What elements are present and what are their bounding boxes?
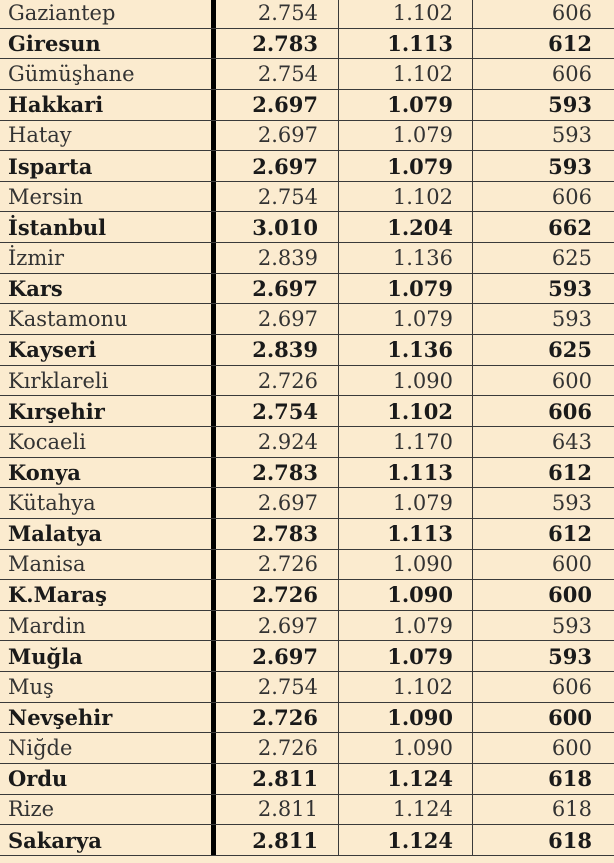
value-2-cell (338, 151, 472, 181)
value-3: 612 (548, 459, 592, 485)
value-3-cell (472, 151, 614, 181)
province-name: Kastamonu (8, 307, 128, 332)
value-1: 2.697 (257, 123, 318, 148)
province-name: Kırklareli (8, 368, 109, 393)
value-2-cell (338, 488, 472, 518)
value-2-cell (338, 366, 472, 396)
value-2-cell (338, 795, 472, 825)
table-row (0, 519, 614, 550)
value-1: 2.726 (252, 582, 318, 608)
table-row (0, 611, 614, 642)
province-name: Kocaeli (8, 429, 86, 454)
value-3: 593 (548, 643, 592, 669)
value-1-cell (211, 121, 338, 151)
value-1: 2.924 (257, 429, 318, 454)
value-1-cell (211, 641, 338, 671)
province-name-cell (0, 797, 211, 821)
value-1-cell (211, 825, 338, 855)
province-name-cell (0, 430, 211, 454)
table-row (0, 212, 614, 243)
value-2-cell (338, 641, 472, 671)
table-row (0, 795, 614, 826)
value-1: 2.697 (257, 613, 318, 638)
value-3-cell (472, 733, 614, 763)
value-3: 606 (551, 0, 592, 25)
value-1-cell (211, 611, 338, 641)
value-1-cell (211, 396, 338, 426)
province-name-cell (0, 675, 211, 699)
value-1-cell (211, 29, 338, 59)
province-name: Kırşehir (8, 398, 105, 424)
table-row (0, 488, 614, 519)
value-1-cell (211, 703, 338, 733)
value-2-cell (338, 304, 472, 334)
table-row (0, 366, 614, 397)
table-row (0, 427, 614, 458)
province-name: Muğla (8, 643, 83, 669)
province-name-cell (0, 307, 211, 331)
value-3: 600 (551, 736, 592, 761)
value-1: 2.811 (252, 827, 318, 853)
province-name-cell (0, 92, 211, 117)
value-3: 593 (551, 123, 592, 148)
province-name: Niğde (8, 736, 73, 761)
table-row (0, 672, 614, 703)
value-1: 2.783 (252, 459, 318, 485)
value-2-cell (338, 458, 472, 488)
value-1-cell (211, 458, 338, 488)
value-2-cell (338, 335, 472, 365)
value-1: 2.811 (252, 766, 318, 792)
value-3: 600 (551, 368, 592, 393)
value-3: 625 (548, 337, 592, 363)
table-row (0, 90, 614, 121)
value-1-cell (211, 90, 338, 120)
value-1: 3.010 (252, 214, 318, 240)
value-2-cell (338, 121, 472, 151)
province-name: Kayseri (8, 337, 97, 363)
province-name-cell (0, 399, 211, 424)
value-2-cell (338, 611, 472, 641)
value-3-cell (472, 90, 614, 120)
value-2-cell (338, 243, 472, 273)
value-3-cell (472, 550, 614, 580)
province-name-cell (0, 369, 211, 393)
value-2: 1.124 (387, 766, 453, 792)
value-3: 625 (551, 245, 592, 270)
value-3-cell (472, 212, 614, 242)
value-2: 1.079 (392, 123, 453, 148)
value-1: 2.811 (257, 797, 318, 822)
value-3: 662 (548, 214, 592, 240)
value-3: 618 (548, 766, 592, 792)
value-2: 1.124 (387, 827, 453, 853)
value-3-cell (472, 29, 614, 59)
value-1: 2.726 (252, 705, 318, 731)
value-2-cell (338, 0, 472, 28)
province-name-cell (0, 705, 211, 730)
value-3: 606 (551, 184, 592, 209)
value-2: 1.204 (387, 214, 453, 240)
province-name: Ordu (8, 766, 68, 792)
value-1: 2.783 (252, 521, 318, 547)
table-row (0, 304, 614, 335)
province-name-cell (0, 31, 211, 56)
table-row (0, 121, 614, 152)
value-2-cell (338, 580, 472, 610)
province-name-cell (0, 185, 211, 209)
province-name-cell (0, 736, 211, 760)
value-2: 1.102 (392, 674, 453, 699)
province-name: Gaziantep (8, 0, 116, 25)
value-2-cell (338, 764, 472, 794)
value-3-cell (472, 396, 614, 426)
value-3: 593 (551, 307, 592, 332)
value-3-cell (472, 274, 614, 304)
value-2: 1.113 (387, 30, 453, 56)
province-name: Giresun (8, 30, 101, 56)
value-2: 1.079 (387, 153, 453, 179)
value-3-cell (472, 641, 614, 671)
value-2-cell (338, 672, 472, 702)
table-row (0, 396, 614, 427)
value-3-cell (472, 182, 614, 212)
province-name: Hatay (8, 123, 72, 148)
table-row (0, 733, 614, 764)
value-1: 2.839 (252, 337, 318, 363)
province-name-cell (0, 276, 211, 301)
province-name-cell (0, 246, 211, 270)
value-3: 618 (548, 827, 592, 853)
province-name-cell (0, 215, 211, 240)
value-1-cell (211, 212, 338, 242)
value-1: 2.754 (257, 184, 318, 209)
value-3-cell (472, 519, 614, 549)
value-1: 2.697 (252, 92, 318, 118)
province-name-cell (0, 644, 211, 669)
value-1-cell (211, 366, 338, 396)
value-1-cell (211, 243, 338, 273)
value-1-cell (211, 0, 338, 28)
value-3-cell (472, 458, 614, 488)
province-name: Manisa (8, 552, 86, 577)
value-3: 593 (548, 276, 592, 302)
value-3: 606 (551, 674, 592, 699)
province-name: Konya (8, 459, 81, 485)
table-row (0, 580, 614, 611)
value-2-cell (338, 550, 472, 580)
table-row (0, 335, 614, 366)
value-1: 2.754 (252, 398, 318, 424)
value-1: 2.726 (257, 552, 318, 577)
value-3: 618 (551, 797, 592, 822)
value-3: 606 (548, 398, 592, 424)
province-name-cell (0, 614, 211, 638)
value-1-cell (211, 672, 338, 702)
value-1-cell (211, 304, 338, 334)
value-1-cell (211, 59, 338, 89)
value-3-cell (472, 703, 614, 733)
table-row (0, 274, 614, 305)
value-2-cell (338, 182, 472, 212)
value-3-cell (472, 0, 614, 28)
province-name-cell (0, 154, 211, 179)
value-1-cell (211, 427, 338, 457)
province-name: K.Maraş (8, 582, 107, 608)
value-2: 1.102 (392, 0, 453, 25)
province-name-cell (0, 337, 211, 362)
value-3-cell (472, 243, 614, 273)
value-2-cell (338, 90, 472, 120)
value-1: 2.839 (257, 245, 318, 270)
province-name: İzmir (8, 245, 65, 270)
value-1: 2.697 (252, 153, 318, 179)
value-2: 1.079 (392, 307, 453, 332)
value-2: 1.102 (392, 62, 453, 87)
value-3: 612 (548, 521, 592, 547)
value-3: 593 (551, 613, 592, 638)
province-name-cell (0, 582, 211, 607)
value-2-cell (338, 427, 472, 457)
value-1: 2.697 (257, 307, 318, 332)
value-1-cell (211, 580, 338, 610)
value-1: 2.754 (257, 674, 318, 699)
value-2-cell (338, 733, 472, 763)
value-2-cell (338, 212, 472, 242)
value-1-cell (211, 335, 338, 365)
value-1-cell (211, 488, 338, 518)
province-name-cell (0, 828, 211, 853)
province-name-cell (0, 491, 211, 515)
value-2: 1.090 (387, 705, 453, 731)
province-name-cell (0, 1, 211, 25)
value-3-cell (472, 427, 614, 457)
province-name: İstanbul (8, 214, 107, 240)
table-row (0, 764, 614, 795)
province-name: Gümüşhane (8, 62, 135, 87)
value-2: 1.090 (392, 368, 453, 393)
table-row (0, 641, 614, 672)
value-1-cell (211, 182, 338, 212)
value-2: 1.136 (387, 337, 453, 363)
value-1: 2.754 (257, 62, 318, 87)
value-3-cell (472, 764, 614, 794)
value-2-cell (338, 274, 472, 304)
value-1-cell (211, 550, 338, 580)
value-3-cell (472, 611, 614, 641)
value-2: 1.079 (392, 491, 453, 516)
value-2: 1.170 (392, 429, 453, 454)
value-1: 2.783 (252, 30, 318, 56)
value-1-cell (211, 151, 338, 181)
value-3: 593 (548, 92, 592, 118)
value-2-cell (338, 519, 472, 549)
value-2: 1.090 (392, 552, 453, 577)
table-row (0, 182, 614, 213)
value-3-cell (472, 366, 614, 396)
table-row (0, 458, 614, 489)
table-row (0, 59, 614, 90)
province-name: Muş (8, 674, 54, 699)
province-name-cell (0, 521, 211, 546)
province-name-cell (0, 766, 211, 791)
table-row (0, 550, 614, 581)
province-name: Sakarya (8, 827, 102, 853)
table-row (0, 29, 614, 60)
province-name: Mardin (8, 613, 86, 638)
value-2: 1.090 (387, 582, 453, 608)
province-name-cell (0, 123, 211, 147)
value-2: 1.113 (387, 521, 453, 547)
table-row (0, 243, 614, 274)
value-2: 1.102 (387, 398, 453, 424)
value-3: 600 (548, 705, 592, 731)
value-3: 600 (551, 552, 592, 577)
value-2-cell (338, 396, 472, 426)
value-3-cell (472, 488, 614, 518)
province-name: Mersin (8, 184, 83, 209)
value-1-cell (211, 733, 338, 763)
value-1-cell (211, 519, 338, 549)
value-2-cell (338, 29, 472, 59)
value-3-cell (472, 121, 614, 151)
value-3: 593 (548, 153, 592, 179)
value-1: 2.754 (257, 0, 318, 25)
value-2: 1.113 (387, 459, 453, 485)
province-name: Kars (8, 276, 63, 302)
value-3: 612 (548, 30, 592, 56)
value-2: 1.079 (387, 92, 453, 118)
value-3: 606 (551, 62, 592, 87)
value-2: 1.124 (392, 797, 453, 822)
value-3-cell (472, 825, 614, 855)
table-row (0, 151, 614, 182)
value-2-cell (338, 59, 472, 89)
value-3-cell (472, 672, 614, 702)
province-name: Malatya (8, 521, 102, 547)
province-name-cell (0, 460, 211, 485)
table-row (0, 825, 614, 856)
value-3: 643 (551, 429, 592, 454)
value-2: 1.102 (392, 184, 453, 209)
value-1: 2.726 (257, 736, 318, 761)
value-3-cell (472, 335, 614, 365)
value-1: 2.697 (252, 276, 318, 302)
province-name: Rize (8, 797, 55, 822)
value-2: 1.079 (392, 613, 453, 638)
province-name: Hakkari (8, 92, 104, 118)
value-2: 1.079 (387, 276, 453, 302)
province-name: Isparta (8, 153, 93, 179)
value-1-cell (211, 764, 338, 794)
value-2: 1.090 (392, 736, 453, 761)
value-1: 2.697 (257, 491, 318, 516)
province-name-cell (0, 552, 211, 576)
value-2: 1.079 (387, 643, 453, 669)
table-row (0, 703, 614, 734)
value-1: 2.697 (252, 643, 318, 669)
value-3: 600 (548, 582, 592, 608)
value-2-cell (338, 703, 472, 733)
province-name: Nevşehir (8, 705, 113, 731)
value-3-cell (472, 795, 614, 825)
value-1: 2.726 (257, 368, 318, 393)
value-1-cell (211, 795, 338, 825)
value-3: 593 (551, 491, 592, 516)
value-3-cell (472, 304, 614, 334)
value-3-cell (472, 580, 614, 610)
province-name-cell (0, 62, 211, 86)
value-2-cell (338, 825, 472, 855)
province-name: Kütahya (8, 491, 96, 516)
value-2: 1.136 (392, 245, 453, 270)
value-3-cell (472, 59, 614, 89)
value-1-cell (211, 274, 338, 304)
table-row (0, 0, 614, 29)
